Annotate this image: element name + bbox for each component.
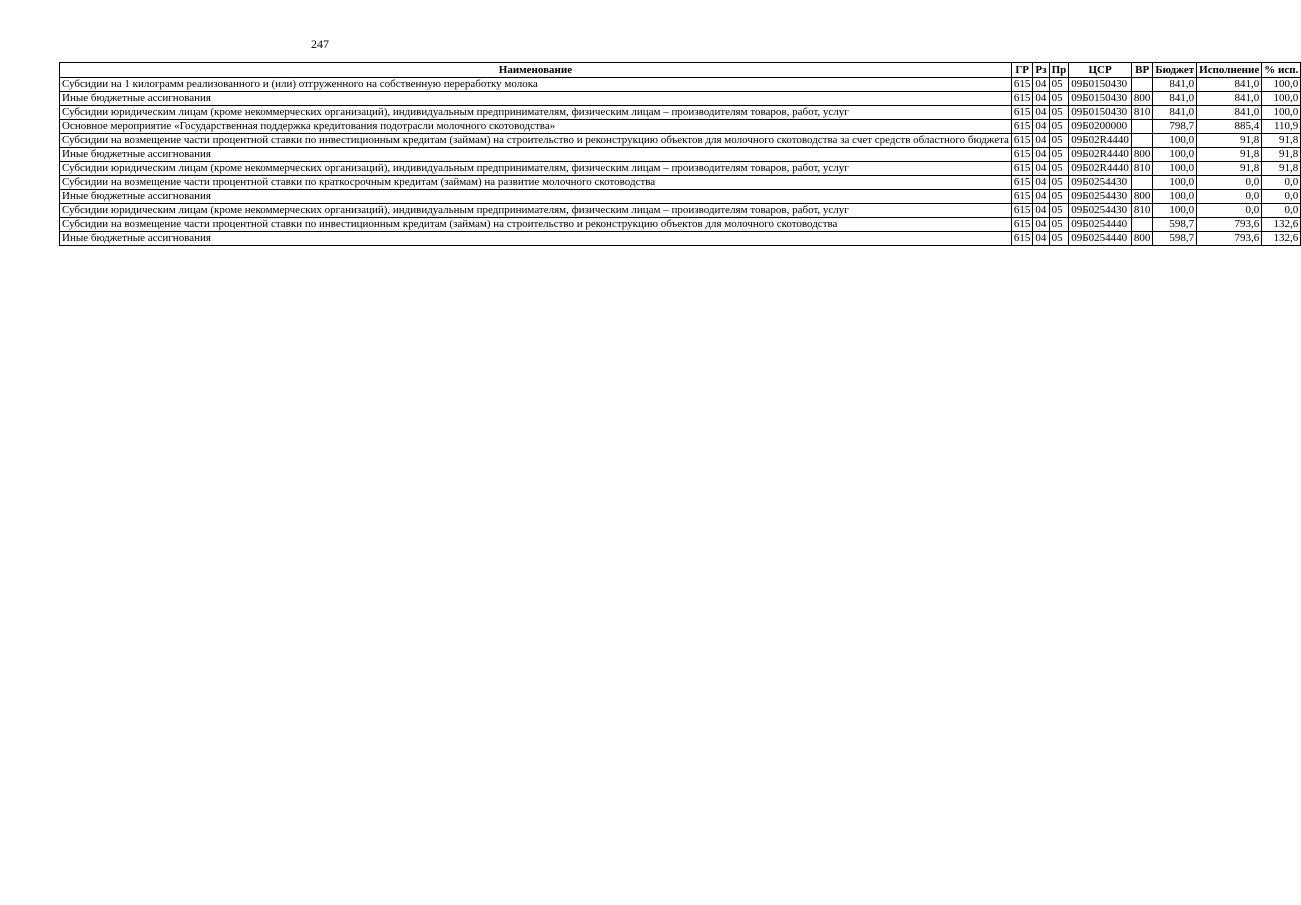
table-row — [60, 92, 1301, 106]
header-percent: % исп. — [1262, 63, 1301, 78]
row-execution: 885,4 — [1197, 120, 1262, 134]
row-execution: 841,0 — [1197, 78, 1262, 92]
row-pr: 05 — [1049, 218, 1069, 232]
header-name: Наименование — [60, 63, 1012, 78]
row-pr: 05 — [1049, 106, 1069, 120]
row-rz: 04 — [1033, 106, 1049, 120]
row-csr: 09Б0200000 — [1069, 120, 1132, 134]
row-gr: 615 — [1011, 148, 1033, 162]
row-gr: 615 — [1011, 190, 1033, 204]
row-execution: 841,0 — [1197, 106, 1262, 120]
row-execution: 91,8 — [1197, 162, 1262, 176]
row-pr: 05 — [1049, 204, 1069, 218]
row-name: Иные бюджетные ассигнования — [60, 190, 1012, 204]
row-pr: 05 — [1049, 232, 1069, 246]
row-pr: 05 — [1049, 120, 1069, 134]
row-execution: 0,0 — [1197, 190, 1262, 204]
table-row — [60, 162, 1301, 176]
row-csr: 09Б0254430 — [1069, 204, 1132, 218]
row-vr: 810 — [1131, 204, 1153, 218]
row-rz: 04 — [1033, 218, 1049, 232]
row-budget: 100,0 — [1153, 190, 1197, 204]
row-rz: 04 — [1033, 232, 1049, 246]
row-budget: 100,0 — [1153, 176, 1197, 190]
header-rz: Рз — [1033, 63, 1049, 78]
row-execution: 91,8 — [1197, 148, 1262, 162]
row-name: Иные бюджетные ассигнования — [60, 148, 1012, 162]
row-pr: 05 — [1049, 134, 1069, 148]
row-name: Субсидии на возмещение части процентной ставки по краткосрочным кредитам (займам) на развитие молочного скотоводства — [60, 176, 1012, 190]
row-percent: 91,8 — [1262, 134, 1301, 148]
row-gr: 615 — [1011, 218, 1033, 232]
row-pr: 05 — [1049, 148, 1069, 162]
row-rz: 04 — [1033, 204, 1049, 218]
row-pr: 05 — [1049, 162, 1069, 176]
row-name: Субсидии на возмещение части процентной ставки по инвестиционным кредитам (займам) на строительство и реконструкцию объектов для молочного скотоводства за счет средств областного бюджета — [60, 134, 1012, 148]
table-row — [60, 120, 1301, 134]
row-name: Иные бюджетные ассигнования — [60, 92, 1012, 106]
row-budget: 841,0 — [1153, 106, 1197, 120]
row-gr: 615 — [1011, 232, 1033, 246]
row-percent: 91,8 — [1262, 148, 1301, 162]
row-csr: 09Б0150430 — [1069, 106, 1132, 120]
row-vr: 800 — [1131, 232, 1153, 246]
row-pr: 05 — [1049, 92, 1069, 106]
row-percent: 132,6 — [1262, 232, 1301, 246]
row-percent: 132,6 — [1262, 218, 1301, 232]
row-name: Субсидии юридическим лицам (кроме некоммерческих организаций), индивидуальным предпринимателям, физическим лицам – производителям товаров, работ, услуг — [60, 204, 1012, 218]
row-rz: 04 — [1033, 92, 1049, 106]
row-csr: 09Б02R4440 — [1069, 148, 1132, 162]
row-rz: 04 — [1033, 176, 1049, 190]
row-gr: 615 — [1011, 162, 1033, 176]
header-pr: Пр — [1049, 63, 1069, 78]
header-execution: Исполнение — [1197, 63, 1262, 78]
row-percent: 0,0 — [1262, 190, 1301, 204]
row-gr: 615 — [1011, 92, 1033, 106]
row-csr: 09Б0150430 — [1069, 78, 1132, 92]
table-row — [60, 78, 1301, 92]
row-gr: 615 — [1011, 204, 1033, 218]
row-vr: 800 — [1131, 92, 1153, 106]
budget-table — [59, 62, 1301, 246]
row-vr: 810 — [1131, 106, 1153, 120]
row-pr: 05 — [1049, 190, 1069, 204]
row-budget: 841,0 — [1153, 92, 1197, 106]
row-csr: 09Б02R4440 — [1069, 162, 1132, 176]
page-number: 247 — [311, 37, 329, 51]
row-name: Субсидии юридическим лицам (кроме некоммерческих организаций), индивидуальным предпринимателям, физическим лицам – производителям товаров, работ, услуг — [60, 162, 1012, 176]
row-rz: 04 — [1033, 190, 1049, 204]
row-csr: 09Б0254440 — [1069, 232, 1132, 246]
row-execution: 793,6 — [1197, 218, 1262, 232]
row-rz: 04 — [1033, 134, 1049, 148]
row-csr: 09Б02R4440 — [1069, 134, 1132, 148]
row-gr: 615 — [1011, 120, 1033, 134]
table-row — [60, 106, 1301, 120]
row-budget: 100,0 — [1153, 148, 1197, 162]
row-rz: 04 — [1033, 78, 1049, 92]
row-vr: 810 — [1131, 162, 1153, 176]
header-budget: Бюджет — [1153, 63, 1197, 78]
row-name: Субсидии на 1 килограмм реализованного и (или) отгруженного на собственную переработку молока — [60, 78, 1012, 92]
row-name: Субсидии юридическим лицам (кроме некоммерческих организаций), индивидуальным предпринимателям, физическим лицам – производителям товаров, работ, услуг — [60, 106, 1012, 120]
row-rz: 04 — [1033, 148, 1049, 162]
row-execution: 91,8 — [1197, 134, 1262, 148]
row-csr: 09Б0254430 — [1069, 176, 1132, 190]
table-row — [60, 134, 1301, 148]
row-pr: 05 — [1049, 78, 1069, 92]
row-execution: 0,0 — [1197, 204, 1262, 218]
row-percent: 100,0 — [1262, 106, 1301, 120]
row-budget: 598,7 — [1153, 218, 1197, 232]
row-gr: 615 — [1011, 106, 1033, 120]
row-percent: 100,0 — [1262, 92, 1301, 106]
table-row — [60, 232, 1301, 246]
table-row — [60, 190, 1301, 204]
row-budget: 100,0 — [1153, 204, 1197, 218]
row-csr: 09Б0254440 — [1069, 218, 1132, 232]
row-budget: 100,0 — [1153, 162, 1197, 176]
row-pr: 05 — [1049, 176, 1069, 190]
row-execution: 793,6 — [1197, 232, 1262, 246]
row-vr — [1131, 78, 1153, 92]
header-csr: ЦСР — [1069, 63, 1132, 78]
table-row — [60, 218, 1301, 232]
row-percent: 100,0 — [1262, 78, 1301, 92]
row-rz: 04 — [1033, 120, 1049, 134]
row-vr: 800 — [1131, 148, 1153, 162]
table-header-row — [60, 63, 1301, 78]
table-row — [60, 148, 1301, 162]
row-name: Субсидии на возмещение части процентной ставки по инвестиционным кредитам (займам) на строительство и реконструкцию объектов для молочного скотоводства — [60, 218, 1012, 232]
row-vr — [1131, 134, 1153, 148]
row-percent: 0,0 — [1262, 176, 1301, 190]
row-rz: 04 — [1033, 162, 1049, 176]
row-vr — [1131, 176, 1153, 190]
table-row — [60, 176, 1301, 190]
row-execution: 0,0 — [1197, 176, 1262, 190]
row-csr: 09Б0150430 — [1069, 92, 1132, 106]
row-csr: 09Б0254430 — [1069, 190, 1132, 204]
row-gr: 615 — [1011, 134, 1033, 148]
header-vr: ВР — [1131, 63, 1153, 78]
row-name: Иные бюджетные ассигнования — [60, 232, 1012, 246]
row-budget: 598,7 — [1153, 232, 1197, 246]
row-budget: 100,0 — [1153, 134, 1197, 148]
row-gr: 615 — [1011, 176, 1033, 190]
row-percent: 91,8 — [1262, 162, 1301, 176]
row-vr: 800 — [1131, 190, 1153, 204]
row-execution: 841,0 — [1197, 92, 1262, 106]
row-name: Основное мероприятие «Государственная поддержка кредитования подотрасли молочного скотоводства» — [60, 120, 1012, 134]
row-gr: 615 — [1011, 78, 1033, 92]
row-budget: 798,7 — [1153, 120, 1197, 134]
header-gr: ГР — [1011, 63, 1033, 78]
row-percent: 0,0 — [1262, 204, 1301, 218]
row-percent: 110,9 — [1262, 120, 1301, 134]
table-row — [60, 204, 1301, 218]
row-vr — [1131, 120, 1153, 134]
row-budget: 841,0 — [1153, 78, 1197, 92]
row-vr — [1131, 218, 1153, 232]
